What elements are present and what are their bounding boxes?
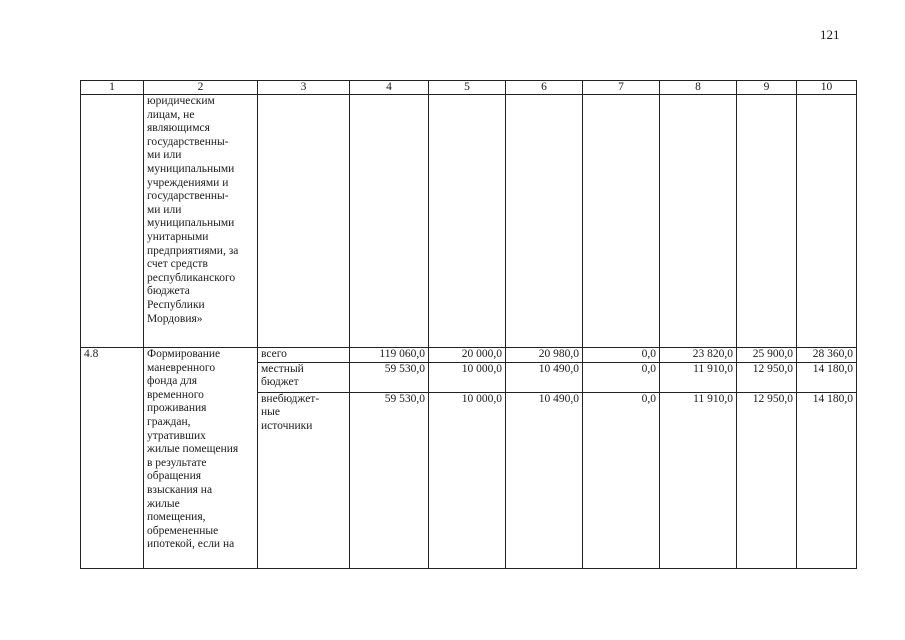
text-line: государственны-: [147, 190, 229, 203]
value-cell: 10 000,0: [429, 392, 506, 568]
column-header: 7: [583, 81, 660, 95]
value-cell: 11 910,0: [660, 362, 737, 392]
text-line: внебюджет-: [261, 392, 320, 405]
row-total: [81, 348, 857, 363]
table-cell: [797, 95, 857, 348]
text-line: обращения: [147, 470, 202, 483]
text-line: государственны-: [147, 135, 229, 148]
column-header: 3: [258, 81, 350, 95]
value-cell: 0,0: [583, 348, 660, 363]
funding-source: [258, 362, 350, 392]
value-cell: 23 820,0: [660, 348, 737, 363]
value-cell: 59 530,0: [350, 392, 429, 568]
continuation-description: [144, 95, 258, 348]
column-header: 2: [144, 81, 258, 95]
value-cell: 0,0: [583, 362, 660, 392]
text-line: ипотекой, если на: [147, 538, 235, 551]
text-line: бюджет: [261, 376, 299, 389]
table-cell: [429, 95, 506, 348]
table-cell: [350, 95, 429, 348]
text-line: ми или: [147, 149, 182, 162]
text-line: всего: [261, 348, 287, 360]
table-cell: [583, 95, 660, 348]
text-line: учреждениями и: [147, 176, 229, 189]
table-cell: [737, 95, 797, 348]
continuation-row: [81, 95, 857, 348]
column-header: 1: [81, 81, 144, 95]
funding-source: [258, 392, 350, 568]
row-description: [144, 348, 258, 569]
value-cell: 119 060,0: [350, 348, 429, 363]
text-line: утративших: [147, 429, 206, 442]
value-cell: 12 950,0: [737, 362, 797, 392]
text-line: юридическим: [147, 95, 215, 107]
value-cell: 10 490,0: [506, 392, 583, 568]
table-cell: [506, 95, 583, 348]
text-line: маневренного: [147, 361, 216, 374]
column-header: 10: [797, 81, 857, 95]
column-header: 5: [429, 81, 506, 95]
text-line: жилые: [147, 497, 180, 510]
text-line: местный: [261, 362, 304, 375]
text-line: Формирование: [147, 348, 221, 360]
text-line: республиканского: [147, 271, 236, 284]
text-line: являющимся: [147, 122, 210, 135]
text-line: граждан,: [147, 415, 191, 428]
text-line: лицам, не: [147, 108, 195, 121]
value-cell: 25 900,0: [737, 348, 797, 363]
text-line: проживания: [147, 402, 207, 415]
text-line: предприятиями, за: [147, 244, 239, 257]
text-line: взыскания на: [147, 483, 213, 496]
text-line: в результате: [147, 456, 207, 469]
value-cell: 14 180,0: [797, 362, 857, 392]
page-number: 121: [820, 27, 840, 42]
text-line: фонда для: [147, 375, 198, 388]
value-cell: 11 910,0: [660, 392, 737, 568]
text-line: муниципальными: [147, 217, 235, 230]
value-cell: 28 360,0: [797, 348, 857, 363]
table-cell: [258, 95, 350, 348]
value-cell: 20 980,0: [506, 348, 583, 363]
value-cell: 20 000,0: [429, 348, 506, 363]
text-line: помещения,: [147, 511, 206, 524]
text-line: бюджета: [147, 285, 190, 298]
table-cell: [81, 95, 144, 348]
funding-source: [258, 348, 350, 363]
value-cell: 10 490,0: [506, 362, 583, 392]
text-line: муниципальными: [147, 162, 235, 175]
column-header: 6: [506, 81, 583, 95]
budget-table: [80, 80, 857, 569]
text-line: счет средств: [147, 258, 208, 271]
text-line: ные: [261, 406, 280, 419]
text-line: Мордовия»: [147, 312, 203, 325]
table-cell: [660, 95, 737, 348]
text-line: жилые помещения: [147, 443, 239, 456]
text-line: временного: [147, 388, 204, 401]
text-line: обремененные: [147, 524, 219, 537]
value-cell: 10 000,0: [429, 362, 506, 392]
row-index: 4.8: [81, 348, 144, 569]
text-line: источники: [261, 419, 313, 432]
column-header: 4: [350, 81, 429, 95]
text-line: Республики: [147, 298, 205, 311]
value-cell: 14 180,0: [797, 392, 857, 568]
column-number-row: [81, 81, 857, 95]
column-header: 9: [737, 81, 797, 95]
value-cell: 59 530,0: [350, 362, 429, 392]
value-cell: 0,0: [583, 392, 660, 568]
text-line: ми или: [147, 203, 182, 216]
text-line: унитарными: [147, 230, 209, 243]
value-cell: 12 950,0: [737, 392, 797, 568]
column-header: 8: [660, 81, 737, 95]
